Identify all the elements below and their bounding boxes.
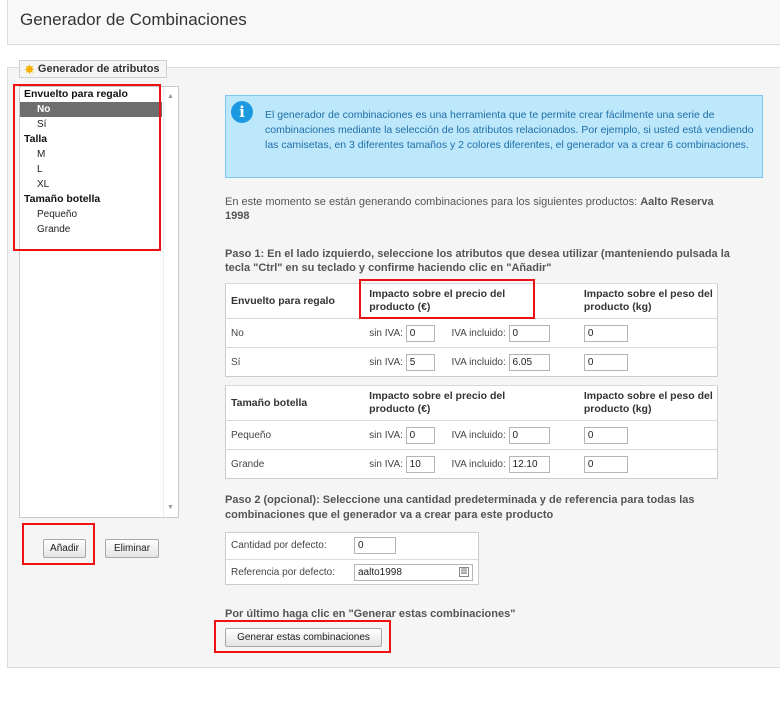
star-icon: ✸ bbox=[24, 61, 35, 77]
price-no-tax-input[interactable]: 0 bbox=[406, 427, 435, 444]
header-bar bbox=[7, 0, 780, 45]
step1-text: Paso 1: En el lado izquierdo, seleccione los atributos que desea utilizar (manteniendo pulsada la tecla "Ctrl" en su teclado y confirme haciendo clic en "Añadir" bbox=[225, 248, 730, 274]
table-row bbox=[226, 319, 718, 348]
default-quantity-row bbox=[226, 533, 478, 559]
default-reference-input[interactable] bbox=[354, 564, 473, 581]
default-reference-label: Referencia por defecto: bbox=[231, 567, 335, 578]
attr-option-xl[interactable]: XL bbox=[37, 179, 50, 190]
attr-group-size: Talla bbox=[24, 133, 48, 145]
attr-option-l[interactable]: L bbox=[37, 164, 43, 175]
weight-input[interactable]: 0 bbox=[584, 456, 628, 473]
no-tax-label: sin IVA: bbox=[369, 356, 403, 368]
table-row bbox=[226, 421, 718, 450]
attr-option-m[interactable]: M bbox=[37, 149, 46, 160]
table-row bbox=[226, 348, 718, 377]
row-value: Pequeño bbox=[226, 421, 358, 450]
products-intro: En este momento se están generando combinaciones para los siguientes productos: bbox=[225, 196, 638, 208]
fieldset-legend bbox=[19, 60, 167, 78]
price-with-tax-input[interactable]: 12.10 bbox=[509, 456, 550, 473]
impact-table-bottle-size bbox=[225, 385, 718, 479]
with-tax-label: IVA incluido: bbox=[451, 458, 506, 470]
default-quantity-input[interactable]: 0 bbox=[354, 537, 396, 554]
remove-button[interactable]: Eliminar bbox=[105, 539, 159, 558]
default-reference-row bbox=[226, 559, 478, 585]
impact-table-gift-wrap bbox=[225, 283, 718, 377]
attributes-select[interactable] bbox=[19, 86, 179, 518]
product-name: Aalto Reserva 1998 bbox=[225, 196, 714, 222]
table-header-weight: Impacto sobre el peso del producto (kg) bbox=[579, 386, 718, 421]
with-tax-label: IVA incluido: bbox=[451, 327, 506, 339]
weight-input[interactable]: 0 bbox=[584, 354, 628, 371]
page-title: Generador de Combinaciones bbox=[20, 10, 247, 29]
with-tax-label: IVA incluido: bbox=[451, 356, 506, 368]
final-instruction: Por último haga clic en "Generar estas combinaciones" bbox=[225, 608, 516, 620]
defaults-box bbox=[225, 532, 479, 585]
table-header-attribute: Tamaño botella bbox=[226, 386, 358, 421]
products-text bbox=[225, 195, 725, 223]
attr-option-no[interactable]: No bbox=[20, 102, 162, 117]
barcode-icon: ▥ bbox=[460, 568, 468, 575]
weight-input[interactable]: 0 bbox=[584, 325, 628, 342]
attr-option-large[interactable]: Grande bbox=[37, 224, 71, 235]
row-value: Grande bbox=[226, 450, 358, 479]
table-header-weight: Impacto sobre el peso del producto (kg) bbox=[579, 284, 718, 319]
list-scrollbar[interactable] bbox=[163, 87, 178, 517]
attr-option-small[interactable]: Pequeño bbox=[37, 209, 78, 220]
add-button[interactable]: Añadir bbox=[43, 539, 86, 558]
row-value: No bbox=[226, 319, 358, 348]
scroll-up-icon[interactable]: ▲ bbox=[167, 93, 174, 100]
table-header-attribute: Envuelto para regalo bbox=[226, 284, 358, 319]
table-header-price: Impacto sobre el precio del producto (€) bbox=[357, 386, 579, 421]
with-tax-label: IVA incluido: bbox=[451, 429, 506, 441]
attr-option-si[interactable]: Sí bbox=[37, 119, 47, 130]
weight-input[interactable]: 0 bbox=[584, 427, 628, 444]
info-icon: i bbox=[231, 101, 253, 123]
scroll-down-icon[interactable]: ▼ bbox=[167, 504, 174, 511]
price-with-tax-input[interactable]: 0 bbox=[509, 325, 550, 342]
legend-label: Generador de atributos bbox=[37, 63, 160, 75]
table-row bbox=[226, 450, 718, 479]
step2-text: Paso 2 (opcional): Seleccione una cantidad predeterminada y de referencia para todas las combinaciones que el generador va a crear para este producto bbox=[225, 494, 695, 521]
default-quantity-label: Cantidad por defecto: bbox=[231, 540, 327, 551]
info-box bbox=[225, 95, 763, 178]
no-tax-label: sin IVA: bbox=[369, 327, 403, 339]
price-with-tax-input[interactable]: 6.05 bbox=[509, 354, 550, 371]
no-tax-label: sin IVA: bbox=[369, 458, 403, 470]
price-no-tax-input[interactable]: 5 bbox=[406, 354, 435, 371]
no-tax-label: sin IVA: bbox=[369, 429, 403, 441]
row-value: Sí bbox=[226, 348, 358, 377]
price-no-tax-input[interactable]: 0 bbox=[406, 325, 435, 342]
price-with-tax-input[interactable]: 0 bbox=[509, 427, 550, 444]
price-no-tax-input[interactable]: 10 bbox=[406, 456, 435, 473]
attr-group-bottle-size: Tamaño botella bbox=[24, 193, 101, 205]
attr-group-gift-wrap: Envuelto para regalo bbox=[24, 88, 128, 100]
generate-combinations-button[interactable]: Generar estas combinaciones bbox=[225, 628, 382, 647]
default-reference-value: aalto1998 bbox=[358, 567, 402, 578]
info-text: El generador de combinaciones es una herramienta que te permite crear fácilmente una serie de combinaciones mediante la selección de los atributos relacionados. Por ejemplo, si usted está vendiendo las camisetas, en 3 diferentes tamaños y 2 colores diferentes, el generador va a crear 6 combinaciones. bbox=[265, 109, 754, 151]
table-header-price: Impacto sobre el precio del producto (€) bbox=[357, 284, 579, 319]
